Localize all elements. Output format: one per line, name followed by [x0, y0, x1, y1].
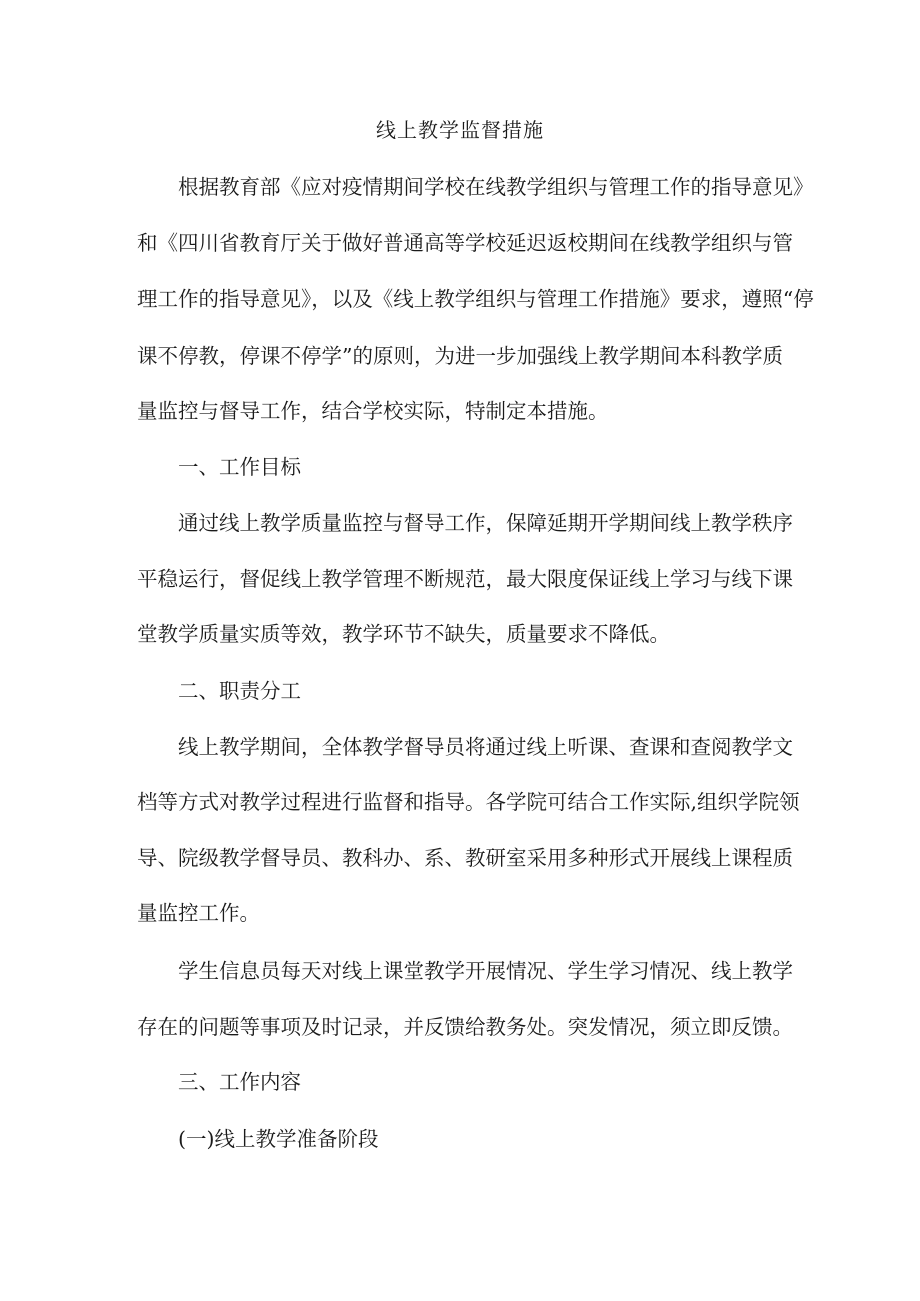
paragraph-line: 量监控工作。: [137, 901, 260, 925]
paragraph-line: 学生信息员每天对线上课堂教学开展情况、学生学习情况、线上教学: [178, 959, 793, 983]
paragraph-line: 线上教学期间，全体教学督导员将通过线上听课、查课和查阅教学文: [178, 735, 793, 759]
section-heading: 二、职责分工: [178, 679, 301, 703]
paragraph-line: 课不停教，停课不停学”的原则，为进一步加强线上教学期间本科教学质: [137, 344, 783, 368]
paragraph-line: 平稳运行，督促线上教学管理不断规范，最大限度保证线上学习与线下课: [137, 567, 793, 591]
paragraph-line: 和《四川省教育厅关于做好普通高等学校延迟返校期间在线教学组织与管: [137, 231, 793, 255]
paragraph-line: 量监控与督导工作，结合学校实际，特制定本措施。: [137, 399, 609, 423]
paragraph-line: 档等方式对教学过程进行监督和指导。各学院可结合工作实际,组织学院领: [137, 790, 800, 814]
subsection-heading: (一)线上教学准备阶段: [178, 1127, 379, 1151]
paragraph-line: 通过线上教学质量监控与督导工作，保障延期开学期间线上教学秩序: [178, 511, 793, 535]
document-title: 线上教学监督措施: [376, 118, 544, 142]
section-heading: 一、工作目标: [178, 455, 301, 479]
paragraph-line: 根据教育部《应对疫情期间学校在线教学组织与管理工作的指导意见》: [178, 175, 814, 199]
paragraph-line: 导、院级教学督导员、教科办、系、教研室采用多种形式开展线上课程质: [137, 846, 793, 870]
paragraph-line: 堂教学质量实质等效，教学环节不缺失，质量要求不降低。: [137, 622, 670, 646]
paragraph-line: 存在的问题等事项及时记录，并反馈给教务处。突发情况，须立即反馈。: [137, 1015, 793, 1039]
paragraph-line: 理工作的指导意见》，以及《线上教学组织与管理工作措施》要求，遵照“停: [137, 287, 814, 311]
section-heading: 三、工作内容: [178, 1070, 301, 1094]
